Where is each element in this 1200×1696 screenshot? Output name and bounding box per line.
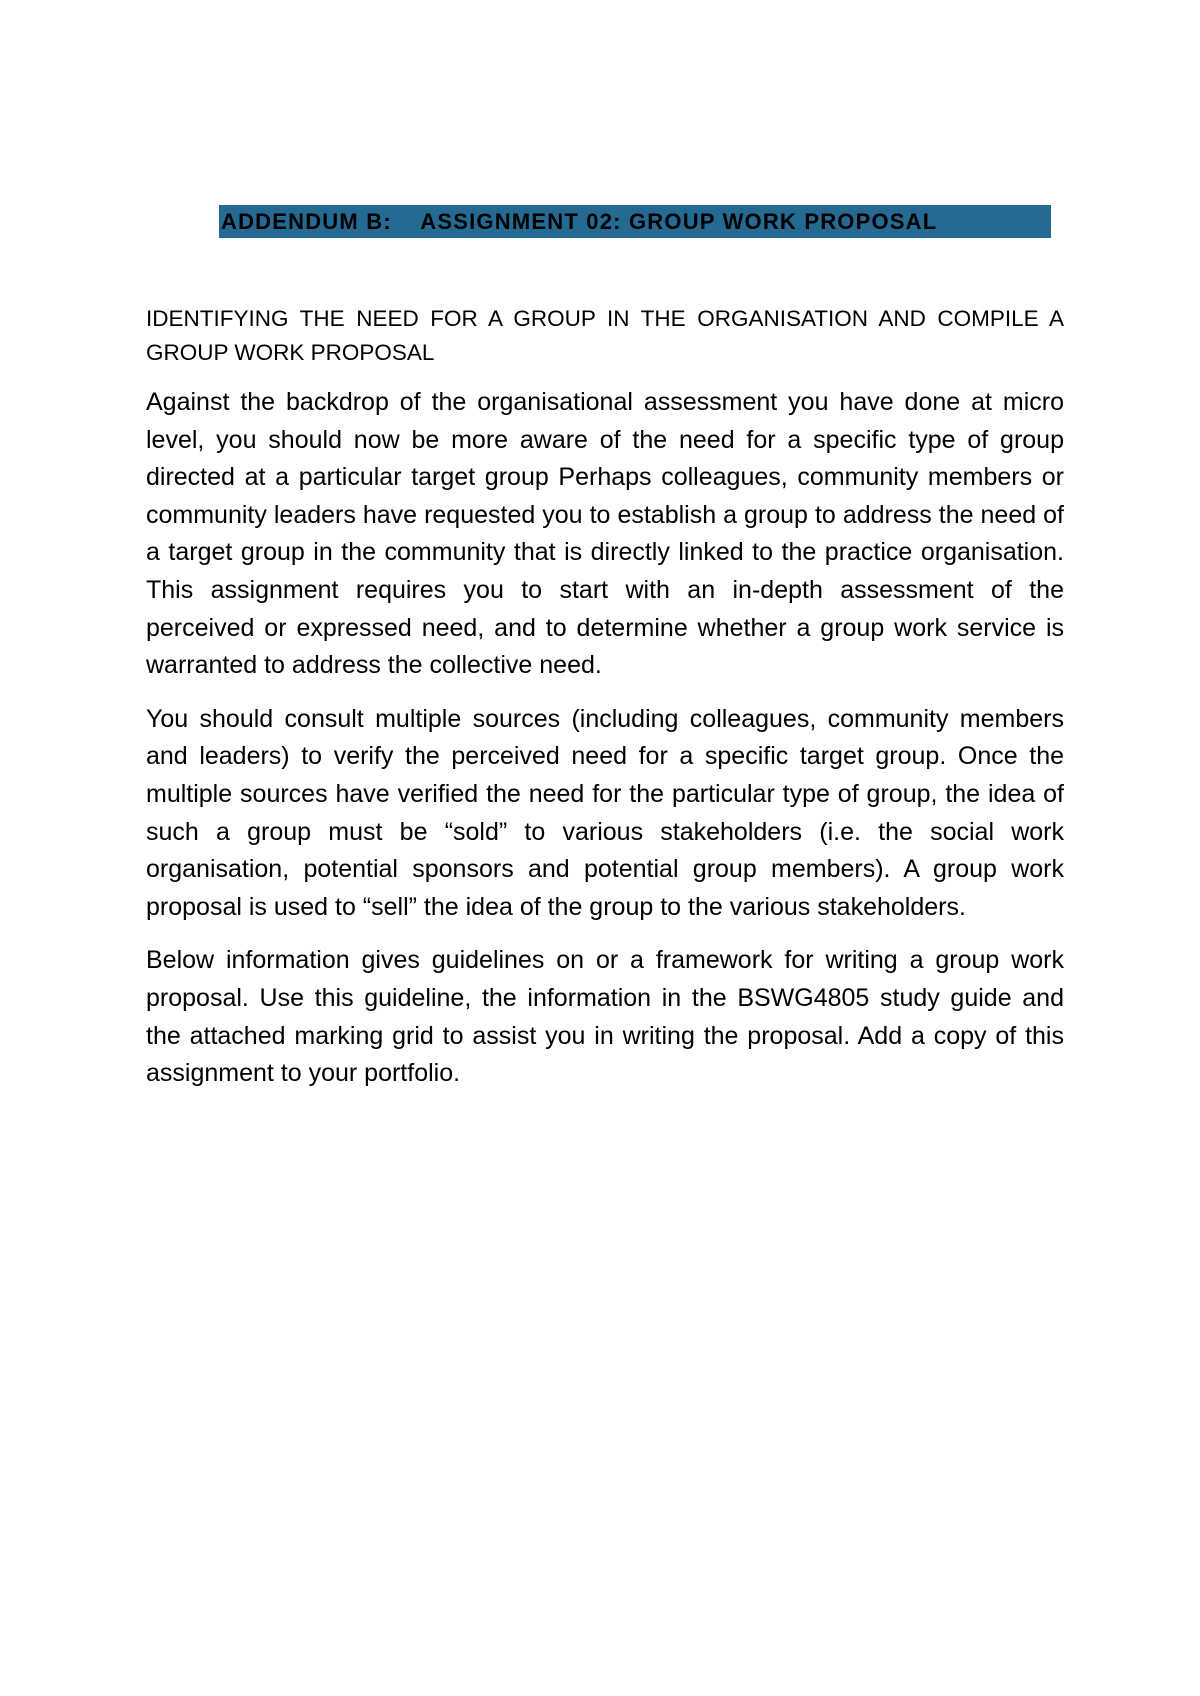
paragraph-intro: Against the backdrop of the organisational assessment you have done at micro level, you should now be more aware of the need for a specific type of group directed at a particular target group Perhaps colleagues, community members or community leaders have requested you to establish a group to address the need of a target group in the community that is directly linked to the practice organisation. This assignment requires you to start with an in-depth assessment of the perceived or expressed need, and to determine whether a group work service is warranted to address the collective need. [146,388,1064,680]
banner-title: ADDENDUM B: ASSIGNMENT 02: GROUP WORK PROPOSAL [221,208,938,234]
addendum-banner [219,205,1051,238]
paragraph-consult-sources: You should consult multiple sources (including colleagues, community members and leaders) to verify the perceived need for a specific target group. Once the multiple sources have verified the need for the particular type of group, the idea of such a group must be “sold” to various stakeholders (i.e. the social work organisation, potential sponsors and potential group members). A group work proposal is used to “sell” the idea of the group to the various stakeholders. [146,704,1064,921]
section-subheading: IDENTIFYING THE NEED FOR A GROUP IN THE ORGANISATION AND COMPILE A GROUP WORK PROPOSAL [146,306,1064,365]
document-body [146,302,1064,1109]
paragraph-guidelines: Below information gives guidelines on or a framework for writing a group work proposal. Use this guideline, the information in the BSWG4805 study guide and the attached marking grid to assist you in writing the proposal. Add a copy of this assignment to your portfolio. [146,946,1064,1088]
